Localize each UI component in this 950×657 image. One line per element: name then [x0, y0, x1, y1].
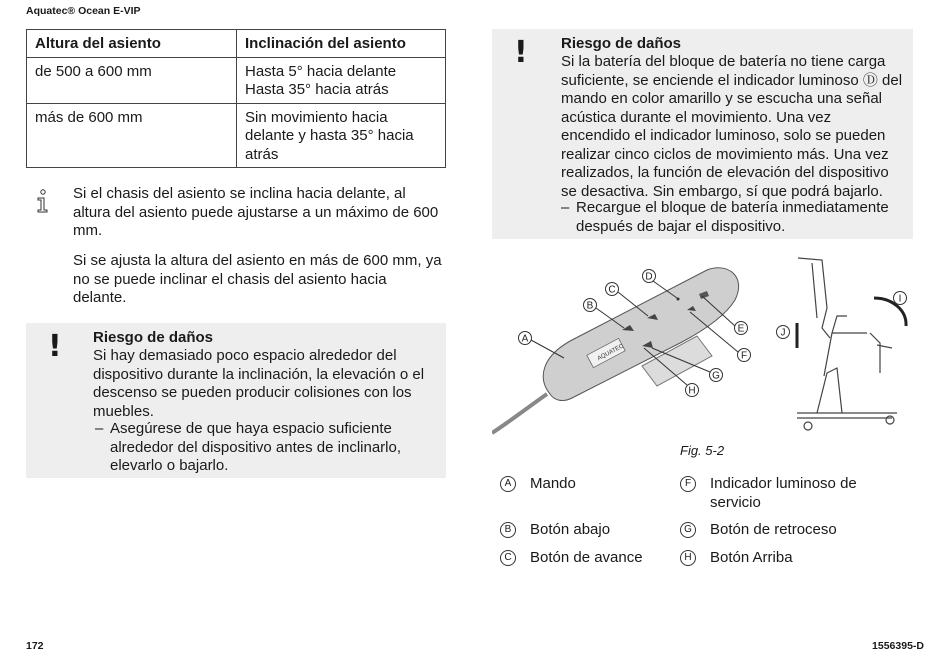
- table-header-cell: Altura del asiento: [27, 30, 237, 58]
- table-header-cell: Inclinación del asiento: [237, 30, 446, 58]
- warning-title: Riesgo de daños: [561, 35, 682, 52]
- warning-title: Riesgo de daños: [93, 329, 214, 346]
- table-cell: más de 600 mm: [27, 103, 237, 168]
- callout-letter: A: [521, 333, 529, 345]
- legend-item: [500, 521, 660, 540]
- legend-item: [680, 475, 910, 512]
- legend-label: Botón abajo: [530, 521, 611, 538]
- table-row: [27, 103, 446, 168]
- document-header-title: Aquatec® Ocean E-VIP: [26, 5, 141, 17]
- table-header-row: [27, 30, 446, 58]
- table-cell: Sin movimiento hacia delante y hasta 35° hacia atrás: [237, 103, 446, 168]
- callout-i: [894, 292, 907, 305]
- legend-label: Botón de retroceso: [710, 521, 837, 538]
- table-row: [27, 57, 446, 103]
- legend-letter: F: [680, 476, 696, 492]
- page-number: 172: [26, 640, 44, 652]
- callout-d: [643, 270, 678, 299]
- info-paragraph: Si se ajusta la altura del asiento en más de 600 mm, ya no se puede inclinar el chasis del asiento hacia delante.: [73, 252, 442, 306]
- warning-box: [492, 29, 913, 239]
- legend-label: Indicador luminoso de servicio: [710, 475, 857, 511]
- warning-action-text: Asegúrese de que haya espacio suficiente alrededor del dispositivo antes de inclinarlo, elevarlo o bajarlo.: [110, 420, 402, 474]
- warning-body: Si hay demasiado poco espacio alrededor del dispositivo durante la inclinación, la elevación o el descenso se pueden producir colisiones con los muebles.: [93, 347, 425, 420]
- legend-label: Botón Arriba: [710, 549, 793, 566]
- callout-letter: D: [645, 271, 653, 283]
- callout-letter: I: [898, 293, 902, 305]
- callout-letter: B: [586, 300, 594, 312]
- warning-action: – Asegúrese de que haya espacio suficiente alrededor del dispositivo antes de inclinarlo, elevarlo o bajarlo.: [95, 420, 435, 476]
- legend-label: Botón de avance: [530, 549, 643, 566]
- legend-letter: G: [680, 522, 696, 538]
- callout-a: [519, 332, 565, 359]
- legend-letter: C: [500, 550, 516, 566]
- legend-item: [500, 549, 660, 568]
- warning-action: – Recargue el bloque de batería inmediatamente después de bajar el dispositivo.: [561, 199, 903, 236]
- callout-letter: C: [608, 284, 616, 296]
- warning-body: Si la batería del bloque de batería no tiene carga suficiente, se enciende el indicador luminoso Ⓓ del mando en color amarillo y se escucha una señal acústica durante el movimiento. Una vez encendido el indicador luminoso, solo se pueden realizar cinco ciclos de movimiento más. Una vez realizados, la función de elevación del dispositivo se desactiva. Sin embargo, sí que podrá bajarlo.: [561, 53, 903, 200]
- callout-letter: H: [688, 385, 696, 397]
- info-icon: [34, 189, 50, 213]
- callout-letter: E: [737, 323, 745, 335]
- seat-height-tilt-table: [26, 29, 446, 168]
- legend-letter: A: [500, 476, 516, 492]
- callout-j: [777, 326, 790, 339]
- exclamation-icon: !: [514, 35, 528, 70]
- document-id: 1556395-D: [872, 640, 924, 652]
- legend-item: [680, 549, 910, 568]
- info-paragraph: Si el chasis del asiento se inclina hacia delante, al altura del asiento puede ajustarse a un máximo de 600 mm.: [73, 185, 439, 239]
- callout-letter: G: [712, 370, 720, 382]
- callout-letter: F: [740, 350, 748, 362]
- legend-label: Mando: [530, 475, 576, 492]
- figure-5-2: [492, 248, 912, 443]
- remote-label: AQUATEC: [596, 343, 625, 363]
- lift-chair-drawing: [797, 258, 897, 430]
- table-cell: Hasta 5° hacia delante Hasta 35° hacia atrás: [237, 57, 446, 103]
- legend-letter: H: [680, 550, 696, 566]
- legend-item: [680, 521, 910, 540]
- warning-action-text: Recargue el bloque de batería inmediatamente después de bajar el dispositivo.: [576, 199, 889, 235]
- exclamation-icon: !: [48, 329, 62, 364]
- legend-item: [500, 475, 660, 494]
- table-cell: de 500 a 600 mm: [27, 57, 237, 103]
- callout-c: [606, 283, 649, 317]
- legend-letter: B: [500, 522, 516, 538]
- warning-box: [26, 323, 446, 478]
- callout-letter: J: [780, 327, 786, 339]
- figure-caption: Fig. 5-2: [680, 443, 725, 458]
